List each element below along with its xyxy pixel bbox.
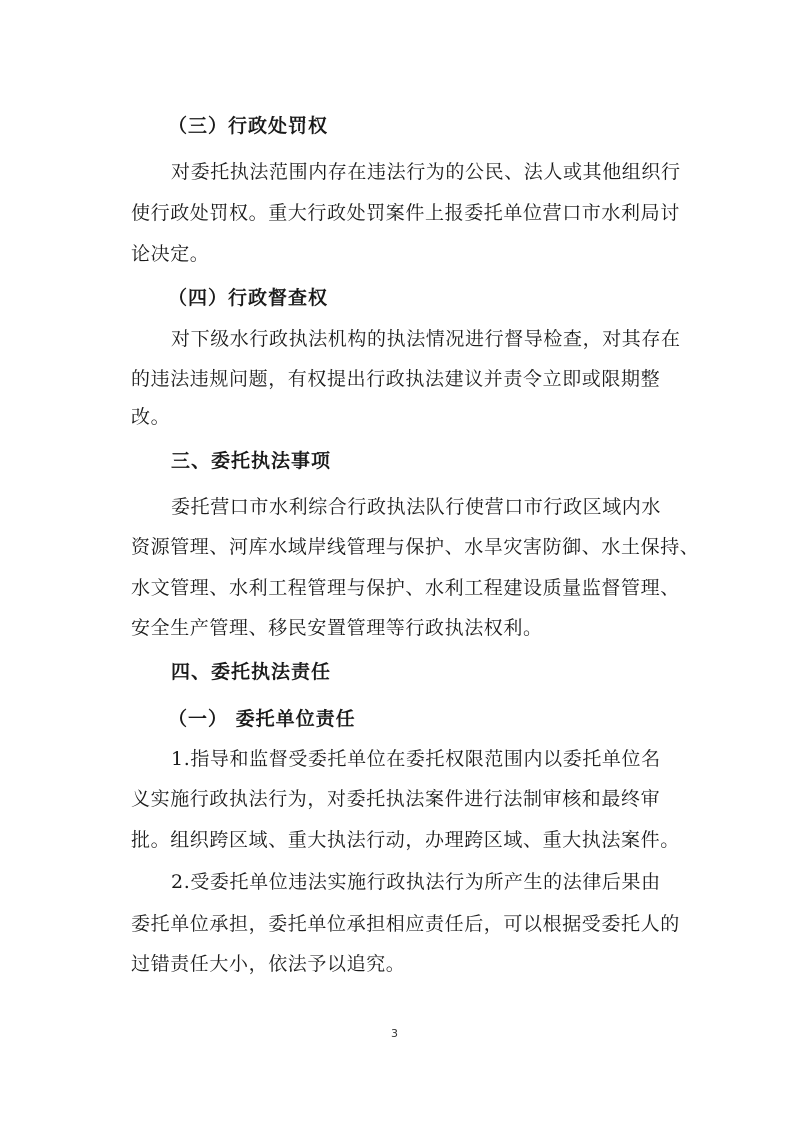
page-number: 3 bbox=[391, 1027, 398, 1040]
paragraph-line: 2.受委托单位违法实施行政执法行为所产生的法律后果由 bbox=[171, 871, 661, 893]
paragraph-line: 论决定。 bbox=[131, 243, 210, 265]
heading-line: 四、委托执法责任 bbox=[171, 661, 332, 683]
paragraph-line: 水文管理、水利工程管理与保护、水利工程建设质量监督管理、 bbox=[131, 577, 680, 599]
paragraph-line: 义实施行政执法行为，对委托执法案件进行法制审核和最终审 bbox=[131, 788, 661, 810]
paragraph-line: 委托单位承担，委托单位承担相应责任后，可以根据受委托人的 bbox=[131, 913, 680, 935]
paragraph-line: 委托营口市水利综合行政执法队行使营口市行政区域内水 bbox=[171, 496, 662, 518]
paragraph-line: 的违法违规问题，有权提出行政执法建议并责令立即或限期整 bbox=[131, 368, 661, 390]
paragraph-line: 资源管理、河库水域岸线管理与保护、水旱灾害防御、水土保持、 bbox=[131, 536, 700, 558]
subheading-line: （三）行政处罚权 bbox=[168, 115, 329, 137]
paragraph-line: 使行政处罚权。重大行政处罚案件上报委托单位营口市水利局讨 bbox=[131, 202, 680, 224]
paragraph-line: 对下级水行政执法机构的执法情况进行督导检查，对其存在 bbox=[171, 328, 681, 350]
subheading-line: （四）行政督查权 bbox=[168, 287, 329, 309]
paragraph-line: 过错责任大小，依法予以追究。 bbox=[131, 953, 406, 975]
paragraph-line: 对委托执法范围内存在违法行为的公民、法人或其他组织行 bbox=[171, 161, 681, 183]
paragraph-line: 1.指导和监督受委托单位在委托权限范围内以委托单位名 bbox=[171, 748, 661, 770]
paragraph-line: 改。 bbox=[131, 406, 171, 428]
subheading-line: （一） 委托单位责任 bbox=[168, 708, 356, 730]
paragraph-line: 安全生产管理、移民安置管理等行政执法权利。 bbox=[131, 617, 543, 639]
heading-line: 三、委托执法事项 bbox=[171, 450, 332, 472]
paragraph-line: 批。组织跨区域、重大执法行动，办理跨区域、重大执法案件。 bbox=[131, 829, 680, 851]
